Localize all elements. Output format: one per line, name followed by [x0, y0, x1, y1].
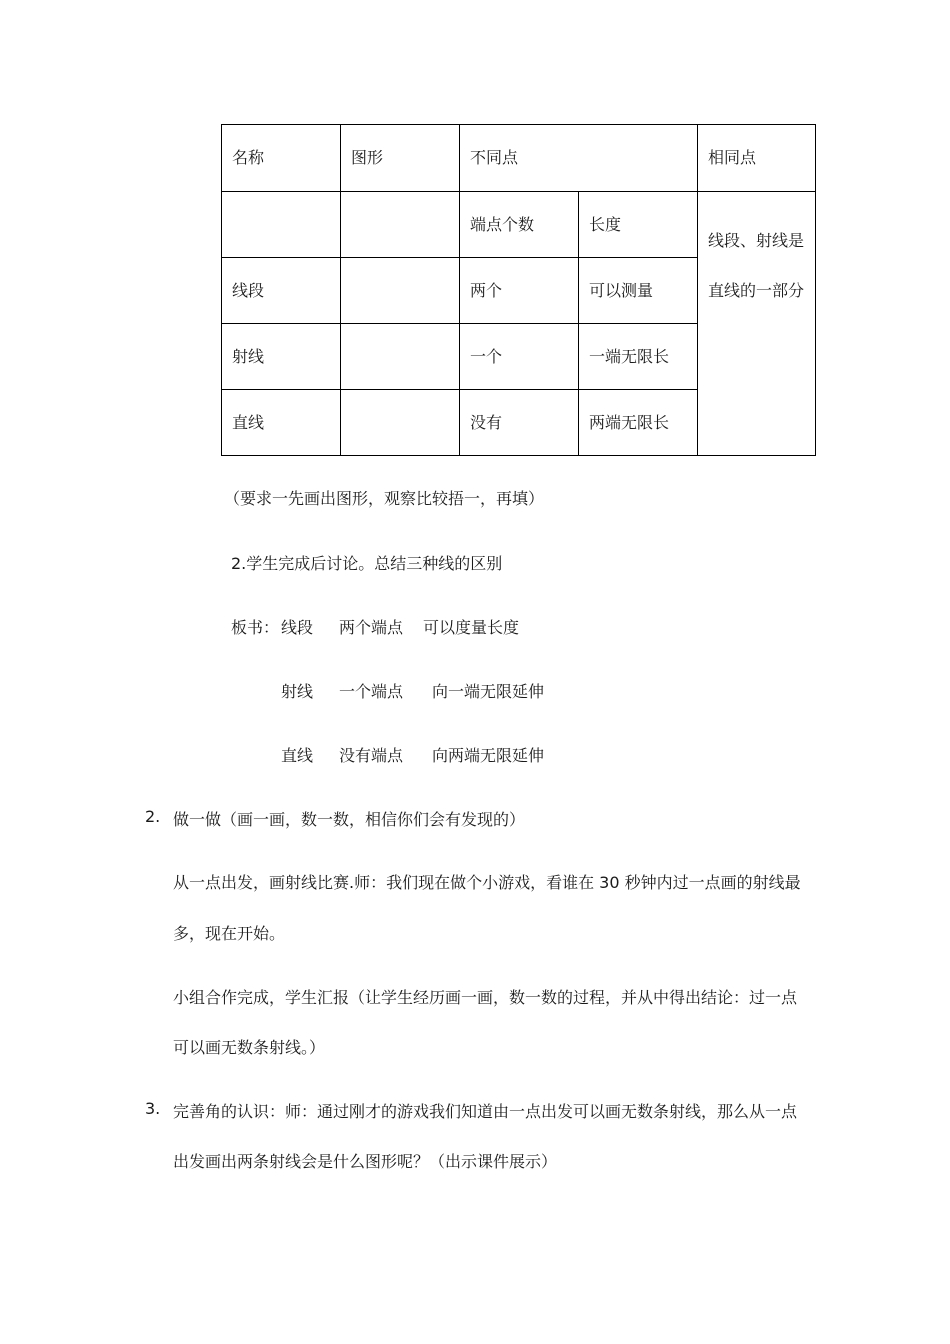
row-figure: [341, 258, 460, 324]
header-similarities: 相同点: [698, 125, 816, 192]
table-header-row: [222, 125, 816, 192]
section-3-number: 3.: [145, 1099, 161, 1118]
board-row-name: 直线: [281, 746, 314, 765]
board-row-desc: 可以度量长度: [423, 618, 520, 637]
table-note: （要求一先画出图形，观察比较捂一，再填）: [224, 489, 545, 508]
header-figure: 图形: [341, 125, 460, 192]
row-name: 射线: [222, 324, 341, 390]
row-endpoints: 一个: [460, 324, 579, 390]
board-row-desc: 向两端无限延伸: [432, 746, 545, 765]
similarity-line-2: 直线的一部分: [708, 281, 805, 300]
section-2-paragraph-2-line-2: 可以画无数条射线。）: [173, 1038, 326, 1057]
table-subheader-row: [222, 192, 816, 258]
subheader-endpoints: 端点个数: [460, 192, 579, 258]
row-name: 直线: [222, 390, 341, 456]
empty-cell: [222, 192, 341, 258]
row-length: 一端无限长: [579, 324, 698, 390]
header-name: 名称: [222, 125, 341, 192]
board-row-points: 没有端点: [339, 746, 404, 765]
section-3-line-2: 出发画出两条射线会是什么图形呢？（出示课件展示）: [173, 1152, 558, 1171]
section-2-paragraph-2-line-1: 小组合作完成，学生汇报（让学生经历画一画，数一数的过程，并从中得出结论：过一点: [173, 988, 798, 1007]
row-name: 线段: [222, 258, 341, 324]
board-row-points: 两个端点: [339, 618, 404, 637]
section-2-number: 2.: [145, 807, 161, 826]
comparison-table: [221, 124, 816, 456]
similarity-cell: [698, 192, 816, 456]
board-row-points: 一个端点: [339, 682, 404, 701]
section-3-line-1: 完善角的认识：师：通过刚才的游戏我们知道由一点出发可以画无数条射线，那么从一点: [173, 1102, 798, 1121]
section-2-paragraph-1-line-1: 从一点出发，画射线比赛.师：我们现在做个小游戏，看谁在 30 秒钟内过一点画的射线最: [173, 873, 801, 892]
row-endpoints: 两个: [460, 258, 579, 324]
similarity-line-1: 线段、射线是: [708, 231, 805, 250]
subheader-length: 长度: [579, 192, 698, 258]
row-figure: [341, 324, 460, 390]
section-2-title: 做一做（画一画，数一数，相信你们会有发现的）: [173, 810, 526, 829]
row-length: 两端无限长: [579, 390, 698, 456]
row-figure: [341, 390, 460, 456]
board-row-name: 射线: [281, 682, 314, 701]
step-2-text: 2.学生完成后讨论。总结三种线的区别: [231, 554, 503, 573]
board-row-desc: 向一端无限延伸: [432, 682, 545, 701]
header-differences: 不同点: [460, 125, 698, 192]
board-label: 板书：: [231, 618, 280, 637]
section-2-paragraph-1-line-2: 多，现在开始。: [173, 924, 286, 943]
row-length: 可以测量: [579, 258, 698, 324]
board-row-name: 线段: [281, 618, 314, 637]
empty-cell: [341, 192, 460, 258]
row-endpoints: 没有: [460, 390, 579, 456]
